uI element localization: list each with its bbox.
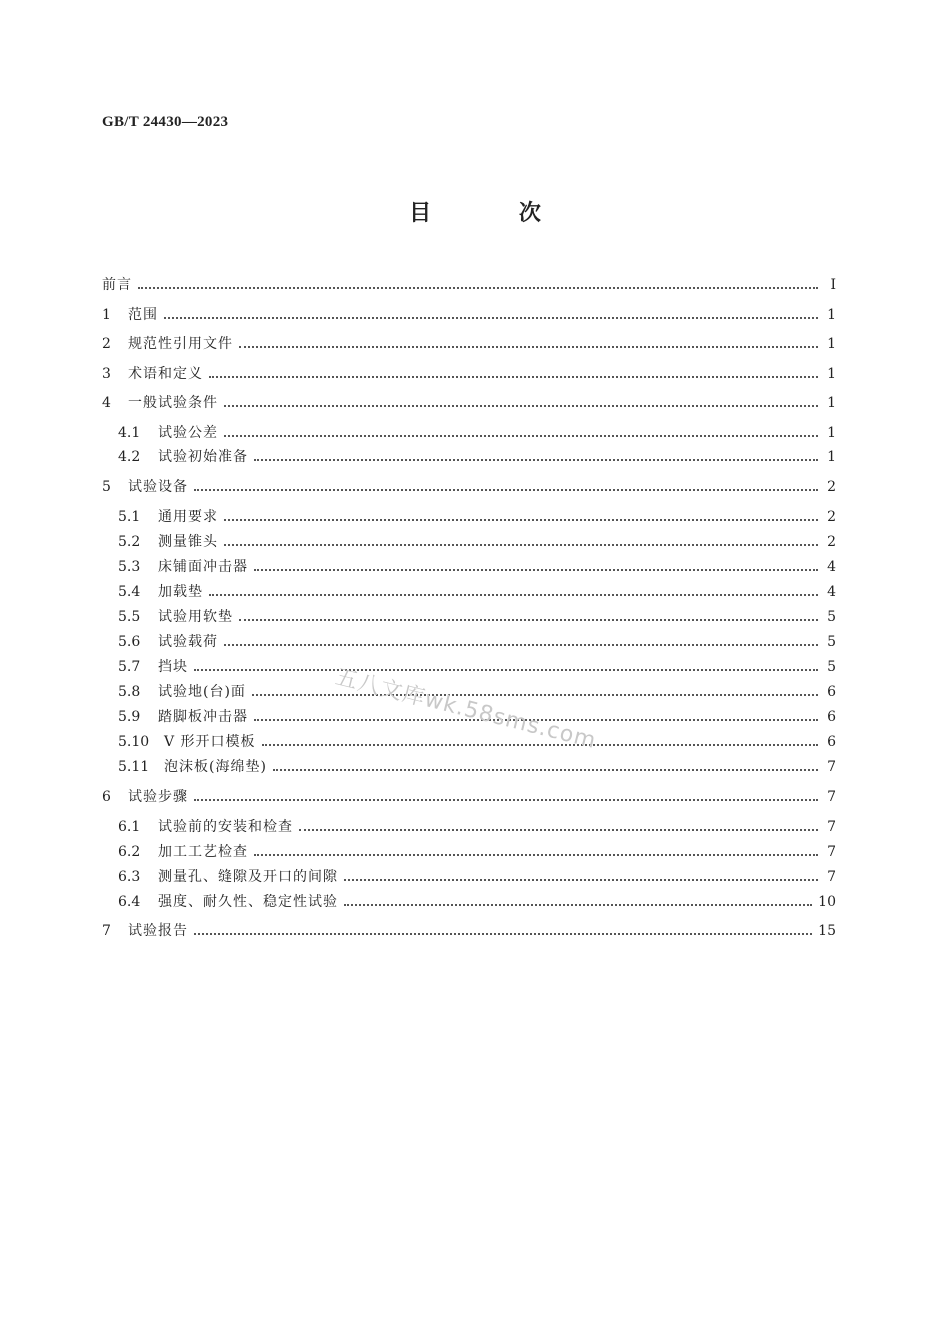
toc-entry-label: 前言: [102, 277, 132, 293]
toc-entry-label: V 形开口模板: [164, 734, 256, 750]
toc-entry-number: 5.5: [118, 609, 141, 625]
toc-title: 目 次: [409, 200, 581, 226]
toc-entry-page: 4: [827, 584, 836, 600]
toc-entry-number: 5.3: [118, 559, 141, 575]
toc-entry-number: 6.4: [118, 894, 141, 910]
toc-entry-label: 加工工艺检查: [158, 844, 248, 860]
dot-leader: [224, 506, 818, 521]
toc-entry[interactable]: [118, 656, 836, 676]
dot-leader: [344, 891, 812, 906]
toc-entry-label: 床铺面冲击器: [158, 559, 248, 575]
toc-entry[interactable]: [118, 756, 836, 776]
toc-entry-number: 5.6: [118, 634, 141, 650]
dot-leader: [224, 422, 818, 437]
toc-entry[interactable]: [118, 422, 836, 442]
toc-entry-page: 7: [827, 759, 836, 775]
toc-entry[interactable]: [118, 731, 836, 751]
toc-entry-number: 4.1: [118, 425, 141, 441]
toc-entry-label: 泡沫板(海绵垫): [164, 759, 267, 775]
dot-leader: [209, 581, 818, 596]
toc-entry-page: 1: [827, 425, 836, 441]
dot-leader: [194, 476, 818, 491]
watermark: 五八文库wk.58sms.com: [332, 664, 599, 754]
toc-entry-label: 试验设备: [128, 479, 188, 495]
toc-entry-number: 3: [102, 366, 111, 382]
dot-leader: [194, 656, 818, 671]
toc-entry-page: 6: [827, 709, 836, 725]
dot-leader: [299, 816, 818, 831]
toc-entry-page: 4: [827, 559, 836, 575]
toc-entry-label: 规范性引用文件: [128, 336, 233, 352]
toc-entry-page: 15: [818, 923, 836, 939]
toc-entry-label: 试验用软垫: [158, 609, 233, 625]
dot-leader: [254, 446, 818, 461]
toc-entry-label: 挡块: [158, 659, 188, 675]
dot-leader: [254, 556, 818, 571]
toc-entry[interactable]: [118, 866, 836, 886]
toc-entry-label: 试验初始准备: [158, 449, 248, 465]
toc-entry[interactable]: [118, 446, 836, 466]
toc-entry-label: 试验前的安装和检查: [158, 819, 293, 835]
toc-entry-number: 1: [102, 307, 111, 323]
toc-entry-label: 术语和定义: [128, 366, 203, 382]
toc-entry-page: 5: [827, 634, 836, 650]
toc-entry-number: 5.10: [118, 734, 150, 750]
toc-entry[interactable]: [118, 891, 836, 911]
dot-leader: [224, 631, 818, 646]
toc-entry-label: 测量锥头: [158, 534, 218, 550]
toc-entry[interactable]: [118, 581, 836, 601]
toc-entry-number: 5.2: [118, 534, 141, 550]
dot-leader: [194, 786, 818, 801]
toc-entry-page: 7: [827, 869, 836, 885]
toc-entry-label: 通用要求: [158, 509, 218, 525]
dot-leader: [239, 333, 818, 348]
toc-entry-label: 测量孔、缝隙及开口的间隙: [158, 869, 338, 885]
toc-entry[interactable]: [102, 920, 836, 940]
toc-entry-page: 2: [827, 534, 836, 550]
toc-entry-page: 1: [827, 395, 836, 411]
toc-entry-number: 6.2: [118, 844, 141, 860]
toc-entry-page: 10: [818, 894, 836, 910]
standard-code: GB/T 24430—2023: [102, 114, 229, 130]
toc-entry-label: 试验步骤: [128, 789, 188, 805]
toc-entry-number: 6.3: [118, 869, 141, 885]
toc-entry-number: 5.7: [118, 659, 141, 675]
toc-entry-page: 6: [827, 684, 836, 700]
toc-entry-number: 5.1: [118, 509, 141, 525]
toc-entry[interactable]: [118, 631, 836, 651]
dot-leader: [239, 606, 818, 621]
toc-entry-page: 7: [827, 789, 836, 805]
dot-leader: [164, 304, 818, 319]
toc-entry-label: 试验报告: [128, 923, 188, 939]
toc-entry-label: 一般试验条件: [128, 395, 218, 411]
dot-leader: [254, 841, 818, 856]
toc-entry[interactable]: [102, 304, 836, 324]
toc-entry-number: 6: [102, 789, 111, 805]
toc-entry-page: 2: [827, 479, 836, 495]
toc-entry-number: 5.9: [118, 709, 141, 725]
toc-entry-page: 7: [827, 819, 836, 835]
toc-entry-label: 试验地(台)面: [158, 684, 246, 700]
toc-entry-page: 1: [827, 366, 836, 382]
toc-entry-label: 加载垫: [158, 584, 203, 600]
toc-entry-number: 5: [102, 479, 111, 495]
toc-entry-number: 4.2: [118, 449, 141, 465]
toc-entry[interactable]: [118, 841, 836, 861]
toc-entry[interactable]: [118, 816, 836, 836]
toc-entry-label: 强度、耐久性、稳定性试验: [158, 894, 338, 910]
toc-entry-number: 5.8: [118, 684, 141, 700]
toc-entry-page: 1: [827, 336, 836, 352]
toc-entry[interactable]: [102, 786, 836, 806]
toc-entry-label: 试验公差: [158, 425, 218, 441]
dot-leader: [209, 363, 818, 378]
toc-entry-number: 5.11: [118, 759, 150, 775]
toc-entry[interactable]: [118, 606, 836, 626]
toc-entry-number: 6.1: [118, 819, 141, 835]
dot-leader: [138, 274, 818, 289]
toc-entry-page: Ⅰ: [830, 277, 836, 293]
toc-entry[interactable]: [102, 363, 836, 383]
toc-entry-page: 2: [827, 509, 836, 525]
toc-entry-number: 7: [102, 923, 111, 939]
toc-entry-page: 1: [827, 449, 836, 465]
toc-entry[interactable]: [102, 333, 836, 353]
toc-entry-number: 4: [102, 395, 111, 411]
dot-leader: [273, 756, 818, 771]
toc-entry-label: 范围: [128, 307, 158, 323]
dot-leader: [224, 531, 818, 546]
dot-leader: [344, 866, 818, 881]
toc-entry-page: 1: [827, 307, 836, 323]
toc-entry[interactable]: [102, 476, 836, 496]
dot-leader: [194, 920, 812, 935]
dot-leader: [224, 392, 818, 407]
toc-entry-page: 7: [827, 844, 836, 860]
toc-entry[interactable]: [118, 506, 836, 526]
toc-entry[interactable]: [118, 556, 836, 576]
toc-entry-page: 6: [827, 734, 836, 750]
toc-entry-label: 踏脚板冲击器: [158, 709, 248, 725]
toc-entry[interactable]: [102, 392, 836, 412]
toc-entry[interactable]: [118, 531, 836, 551]
toc-entry-page: 5: [827, 659, 836, 675]
toc-entry-number: 5.4: [118, 584, 141, 600]
toc-entry-page: 5: [827, 609, 836, 625]
toc-entry-number: 2: [102, 336, 111, 352]
toc-entry[interactable]: [102, 274, 836, 294]
toc-entry-label: 试验载荷: [158, 634, 218, 650]
